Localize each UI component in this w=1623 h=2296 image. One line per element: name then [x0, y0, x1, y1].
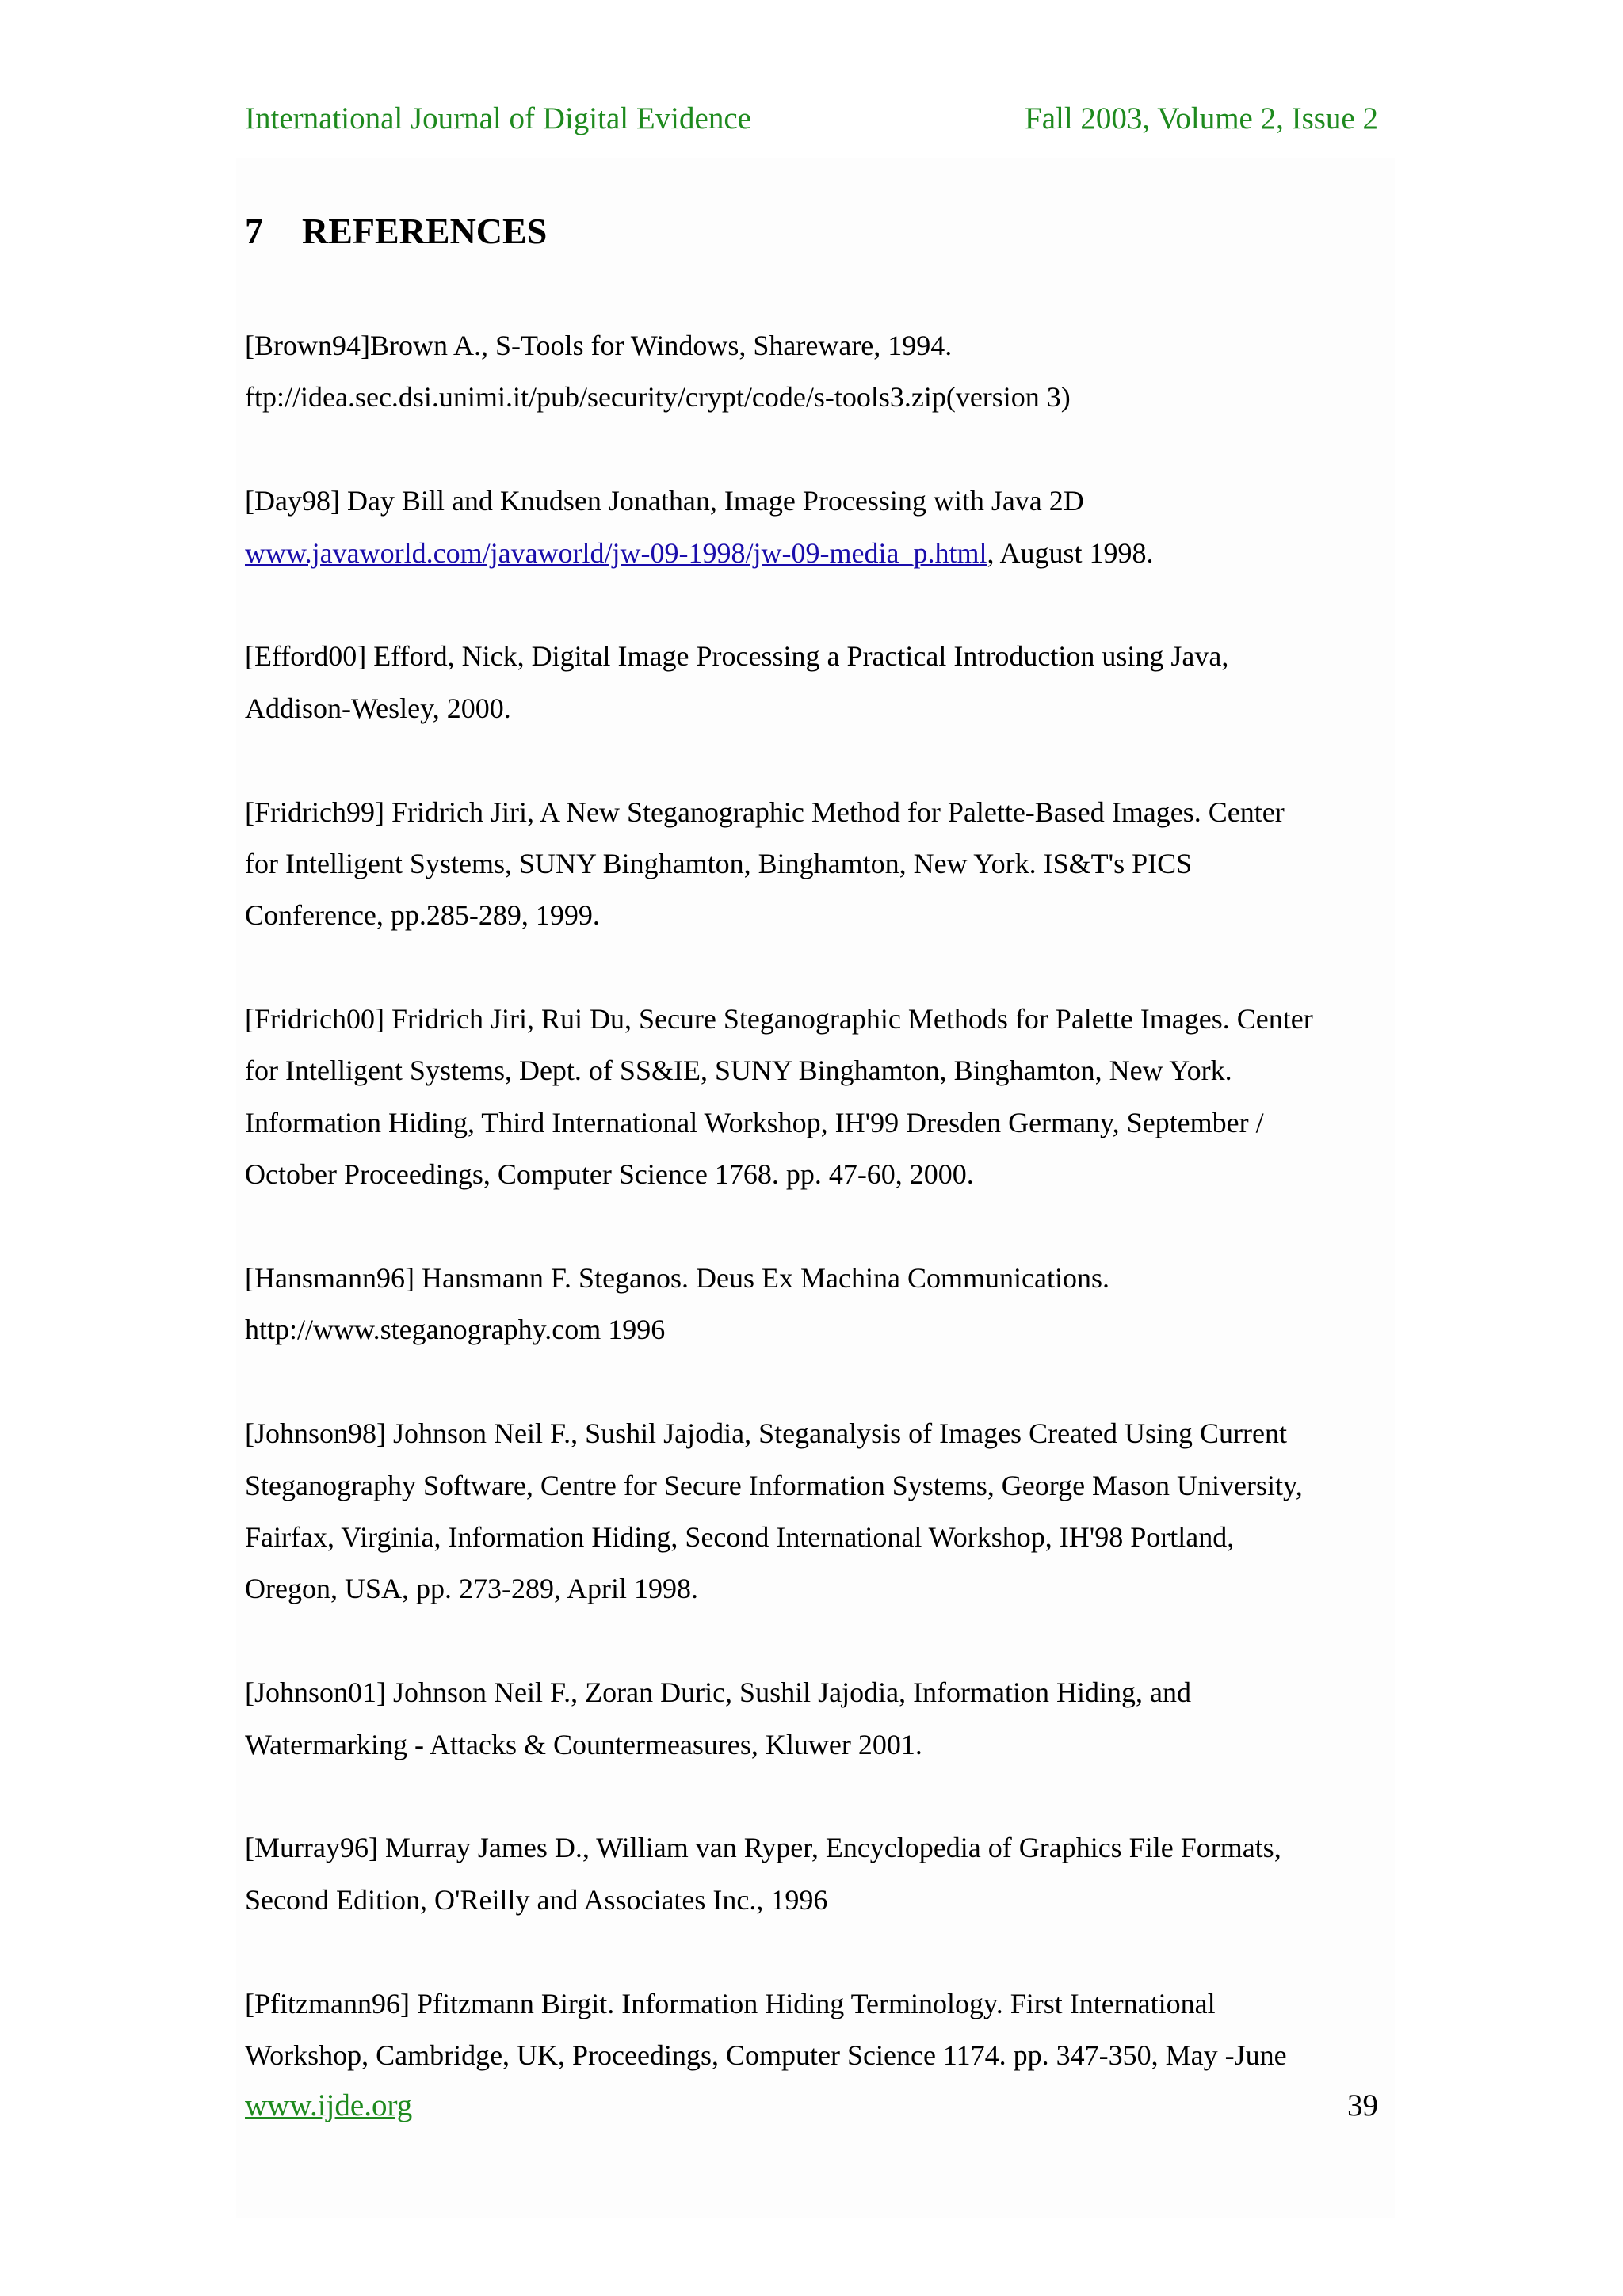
- section-number: 7: [245, 211, 263, 251]
- reference-line: [Fridrich00] Fridrich Jiri, Rui Du, Secure Steganographic Methods for Palette Images. Center: [245, 1003, 1313, 1035]
- reference-line: for Intelligent Systems, SUNY Binghamton, Binghamton, New York. IS&T's PICS: [245, 847, 1193, 879]
- reference-fridrich00: [245, 994, 1386, 1201]
- reference-line: [Murray96] Murray James D., William van Ryper, Encyclopedia of Graphics File Formats,: [245, 1832, 1281, 1864]
- reference-johnson98: [245, 1408, 1386, 1615]
- reference-hansmann96: [245, 1253, 1386, 1356]
- reference-line: Information Hiding, Third International Workshop, IH'99 Dresden Germany, September /: [245, 1106, 1264, 1138]
- running-header: [245, 95, 1378, 143]
- section-title: REFERENCES: [302, 211, 548, 251]
- reference-line: October Proceedings, Computer Science 1768. pp. 47-60, 2000.: [245, 1158, 974, 1191]
- javaworld-link[interactable]: www.javaworld.com/javaworld/jw-09-1998/jw-09-media_p.html: [245, 536, 987, 569]
- reference-line: [Efford00] Efford, Nick, Digital Image Processing a Practical Introduction using Java,: [245, 640, 1229, 673]
- page-number: 39: [1347, 2088, 1378, 2122]
- reference-line: Second Edition, O'Reilly and Associates Inc., 1996: [245, 1883, 828, 1916]
- reference-line: Workshop, Cambridge, UK, Proceedings, Computer Science 1174. pp. 347-350, May -June: [245, 2039, 1287, 2071]
- reference-line: [Johnson98] Johnson Neil F., Sushil Jajodia, Steganalysis of Images Created Using Current: [245, 1417, 1287, 1450]
- reference-line: http://www.steganography.com 1996: [245, 1314, 666, 1346]
- reference-line: [Johnson01] Johnson Neil F., Zoran Duric, Sushil Jajodia, Information Hiding, and: [245, 1676, 1191, 1709]
- journal-title: International Journal of Digital Evidence: [245, 101, 751, 135]
- reference-list: [245, 320, 1386, 2134]
- reference-line: Conference, pp.285-289, 1999.: [245, 899, 600, 932]
- page-footer: [245, 2082, 1378, 2130]
- reference-line: Fairfax, Virginia, Information Hiding, Second International Workshop, IH'98 Portland,: [245, 1520, 1235, 1553]
- issue-info: Fall 2003, Volume 2, Issue 2: [1025, 101, 1378, 135]
- reference-murray96: [245, 1822, 1386, 1926]
- reference-line: ftp://idea.sec.dsi.unimi.it/pub/security/crypt/code/s-tools3.zip(version 3): [245, 381, 1071, 414]
- reference-line: Addison-Wesley, 2000.: [245, 692, 511, 724]
- reference-pfitzmann96: [245, 1978, 1386, 2082]
- reference-efford00: [245, 631, 1386, 734]
- reference-line: [245, 528, 1386, 579]
- reference-line: [Fridrich99] Fridrich Jiri, A New Steganographic Method for Palette-Based Images. Center: [245, 795, 1285, 828]
- reference-fridrich99: [245, 787, 1386, 942]
- reference-day98: [245, 475, 1386, 579]
- reference-line: [Brown94]Brown A., S-Tools for Windows, Shareware, 1994.: [245, 330, 953, 361]
- reference-line: [Hansmann96] Hansmann F. Steganos. Deus Ex Machina Communications.: [245, 1262, 1109, 1295]
- reference-brown94: [245, 320, 1386, 424]
- section-heading: [245, 208, 547, 255]
- reference-line: Watermarking - Attacks & Countermeasures, Kluwer 2001.: [245, 1728, 922, 1760]
- reference-line: [Pfitzmann96] Pfitzmann Birgit. Information Hiding Terminology. First International: [245, 1987, 1216, 2019]
- reference-line: [Day98] Day Bill and Knudsen Jonathan, Image Processing with Java 2D: [245, 485, 1084, 517]
- footer-site-link[interactable]: www.ijde.org: [245, 2088, 413, 2122]
- reference-date: , August 1998.: [987, 536, 1154, 569]
- reference-line: Steganography Software, Centre for Secure Information Systems, George Mason University,: [245, 1469, 1303, 1501]
- reference-johnson01: [245, 1667, 1386, 1771]
- reference-line: for Intelligent Systems, Dept. of SS&IE, SUNY Binghamton, Binghamton, New York.: [245, 1055, 1232, 1087]
- reference-line: Oregon, USA, pp. 273-289, April 1998.: [245, 1573, 698, 1605]
